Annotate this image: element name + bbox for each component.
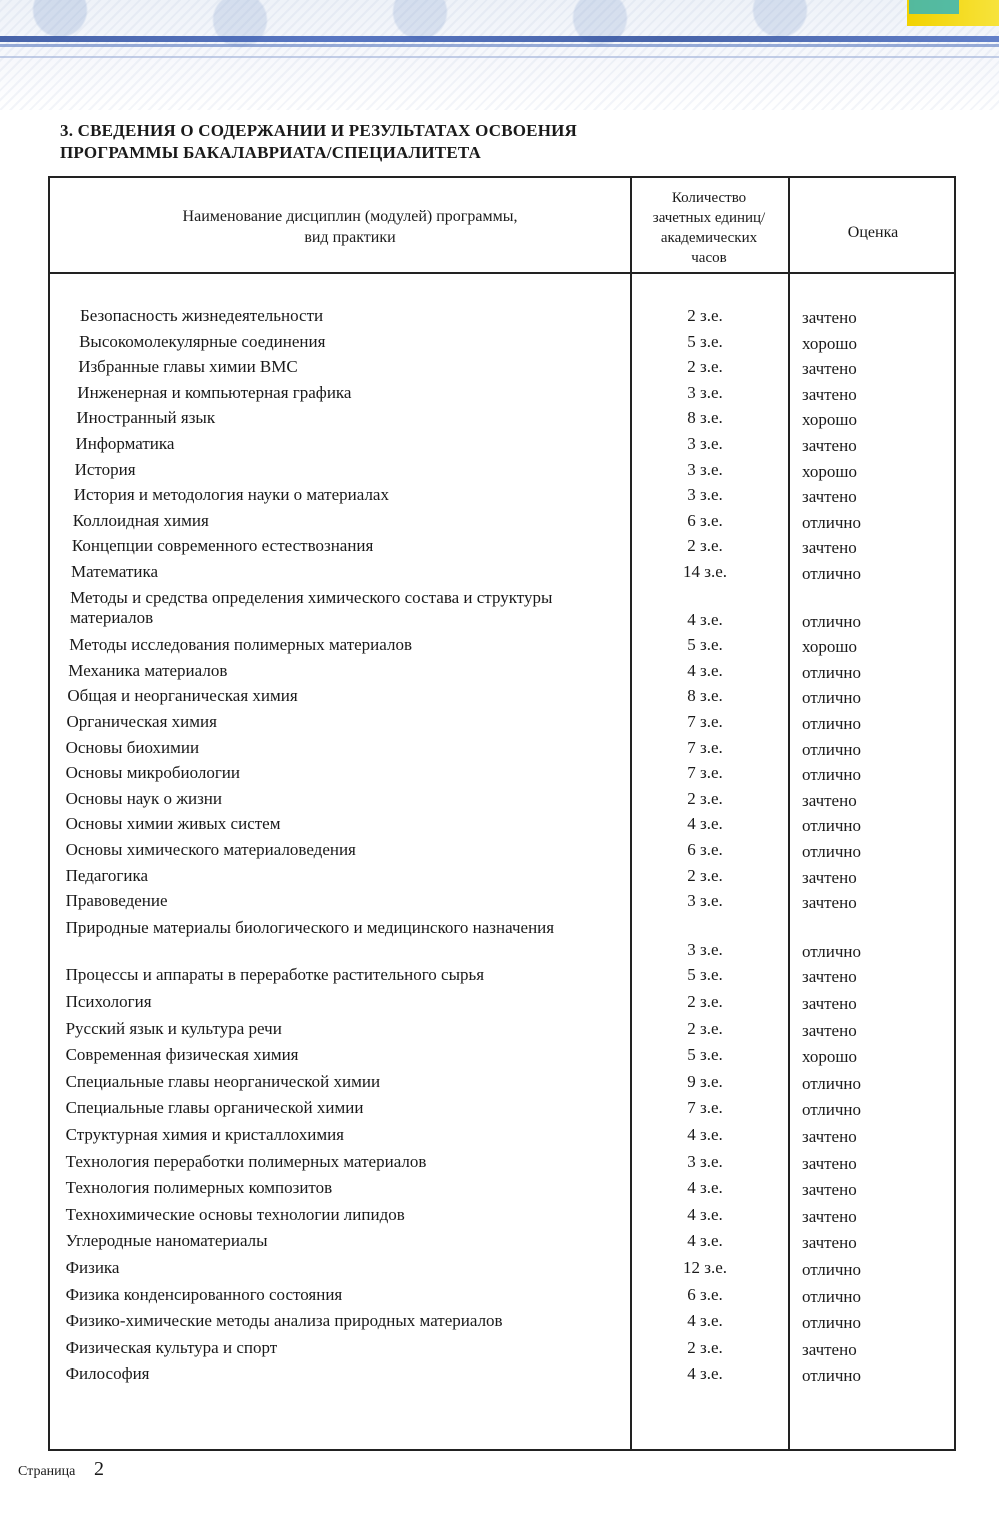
- row-discipline-name: Правоведение: [65, 891, 168, 911]
- row-discipline-name: Технохимические основы технологии липидов: [65, 1204, 405, 1224]
- row-discipline-name: Углеродные наноматериалы: [65, 1231, 268, 1251]
- row-credits: 3 з.е.: [687, 939, 723, 959]
- row-credits: 4 з.е.: [687, 609, 723, 629]
- row-discipline-name: Психология: [65, 992, 152, 1011]
- row-discipline-name: Органическая химия: [66, 712, 217, 731]
- row-discipline-name: Природные материалы биологического и медицинского назначения: [65, 917, 555, 937]
- header-credits: Количество зачетных единиц/ академических часов: [652, 190, 766, 266]
- row-credits: 9 з.е.: [687, 1071, 723, 1091]
- row-discipline-name: Современная физическая химия: [65, 1045, 299, 1065]
- header-discipline-name: Наименование дисциплин (модулей) программы, вид практики: [182, 208, 518, 246]
- column-divider-2: [788, 178, 790, 1449]
- row-grade: зачтено: [802, 1206, 857, 1226]
- row-grade: зачтено: [802, 1020, 857, 1040]
- page-label: Страница: [18, 1464, 76, 1479]
- row-credits: 2 з.е.: [687, 788, 723, 808]
- row-credits: 3 з.е.: [687, 1151, 723, 1171]
- row-credits: 3 з.е.: [687, 434, 723, 453]
- row-grade: хорошо: [802, 410, 857, 430]
- row-grade: зачтено: [802, 867, 857, 887]
- row-discipline-name: Процессы и аппараты в переработке растительного сырья: [65, 965, 485, 985]
- row-grade: отлично: [802, 662, 862, 682]
- row-discipline-name: Физическая культура и спорт: [65, 1337, 278, 1357]
- row-grade: отлично: [802, 564, 862, 583]
- row-grade: отлично: [802, 1286, 862, 1306]
- page-number: 2: [94, 1458, 104, 1480]
- row-grade: отлично: [802, 842, 862, 861]
- row-credits: 14 з.е.: [682, 562, 727, 581]
- row-credits: 8 з.е.: [687, 408, 723, 428]
- row-discipline-name: Педагогика: [65, 865, 149, 885]
- row-credits: 2 з.е.: [687, 992, 723, 1011]
- row-discipline-name: Безопасность жизнедеятельности: [80, 306, 324, 325]
- row-credits: 4 з.е.: [687, 1204, 723, 1224]
- row-discipline-name: Основы химического материаловедения: [65, 840, 356, 859]
- row-discipline-name: Иностранный язык: [76, 408, 216, 428]
- row-discipline-name: Основы наук о жизни: [65, 788, 223, 808]
- row-discipline-name: Физико-химические методы анализа природных материалов: [65, 1311, 503, 1331]
- row-discipline-name: Физика: [65, 1258, 120, 1277]
- row-grade: отлично: [802, 739, 862, 759]
- row-grade: зачтено: [802, 436, 857, 455]
- row-discipline-name: Высокомолекулярные соединения: [79, 331, 326, 351]
- row-grade: зачтено: [802, 1153, 857, 1173]
- row-credits: 4 з.е.: [687, 1311, 723, 1331]
- row-discipline-name: Технология переработки полимерных материалов: [65, 1151, 427, 1171]
- section-title: [60, 120, 680, 164]
- row-credits: 4 з.е.: [687, 814, 723, 834]
- row-grade: хорошо: [802, 637, 857, 657]
- row-discipline-name: Технология полимерных композитов: [65, 1178, 333, 1198]
- row-credits: 3 з.е.: [687, 891, 723, 911]
- row-credits: 4 з.е.: [687, 1178, 723, 1198]
- row-discipline-name: Информатика: [75, 434, 175, 453]
- row-credits: 3 з.е.: [687, 485, 723, 505]
- row-discipline-name: Избранные главы химии ВМС: [78, 357, 298, 377]
- row-grade: зачтено: [802, 1339, 857, 1359]
- row-credits: 6 з.е.: [687, 840, 723, 859]
- row-discipline-name: Коллоидная химия: [72, 510, 209, 530]
- row-credits: 5 з.е.: [687, 965, 723, 985]
- row-discipline-name: Физика конденсированного состояния: [65, 1284, 343, 1304]
- row-discipline-name: Основы микробиологии: [65, 763, 241, 783]
- row-discipline-name: Концепции современного естествознания: [71, 536, 374, 556]
- disciplines-table: [48, 176, 956, 1451]
- row-discipline-name: Русский язык и культура речи: [65, 1018, 282, 1038]
- row-grade: хорошо: [802, 333, 857, 353]
- row-credits: 6 з.е.: [687, 1284, 723, 1304]
- row-credits: 7 з.е.: [687, 1098, 723, 1118]
- row-credits: 6 з.е.: [687, 510, 723, 530]
- row-grade: отлично: [802, 941, 862, 961]
- row-grade: зачтено: [802, 359, 857, 379]
- row-discipline-name: История и методология науки о материалах: [73, 485, 389, 505]
- row-discipline-name: Структурная химия и кристаллохимия: [65, 1125, 344, 1144]
- row-credits: 3 з.е.: [687, 382, 723, 402]
- row-credits: 3 з.е.: [687, 459, 723, 479]
- row-grade: зачтено: [802, 384, 857, 404]
- row-discipline-name: Инженерная и компьютерная графика: [77, 382, 352, 402]
- row-discipline-name: Специальные главы неорганической химии: [65, 1071, 381, 1091]
- row-grade: отлично: [802, 1313, 862, 1333]
- row-credits: 7 з.е.: [687, 712, 723, 731]
- row-credits: 5 з.е.: [687, 331, 723, 351]
- row-grade: хорошо: [802, 1047, 857, 1067]
- row-discipline-name: Методы исследования полимерных материалов: [69, 635, 412, 655]
- row-credits: 2 з.е.: [687, 865, 723, 885]
- row-grade: отлично: [802, 714, 862, 733]
- row-grade: отлично: [802, 512, 862, 532]
- row-grade: отлично: [802, 611, 862, 631]
- row-grade: отлично: [802, 1073, 862, 1093]
- row-credits: 4 з.е.: [687, 1231, 723, 1251]
- row-grade: зачтено: [802, 1233, 857, 1253]
- row-credits: 7 з.е.: [687, 737, 723, 757]
- section-title-line-1: 3. СВЕДЕНИЯ О СОДЕРЖАНИИ И РЕЗУЛЬТАТАХ ОСВОЕНИЯ: [60, 121, 578, 140]
- row-discipline-name: Философия: [65, 1364, 150, 1384]
- header-grade: Оценка: [847, 224, 899, 241]
- row-grade: отлично: [802, 1366, 862, 1386]
- row-credits: 5 з.е.: [687, 635, 723, 655]
- row-grade: зачтено: [802, 538, 857, 558]
- row-credits: 4 з.е.: [687, 660, 723, 680]
- row-grade: отлично: [802, 1260, 862, 1279]
- row-grade: отлично: [802, 688, 862, 708]
- row-discipline-name: Общая и неорганическая химия: [67, 686, 298, 706]
- row-credits: 2 з.е.: [687, 1337, 723, 1357]
- row-credits: 4 з.е.: [687, 1125, 723, 1144]
- row-credits: 2 з.е.: [687, 1018, 723, 1038]
- row-discipline-name: Специальные главы органической химии: [65, 1098, 364, 1118]
- row-discipline-name: Основы биохимии: [65, 737, 200, 757]
- row-discipline-name: Механика материалов: [68, 660, 228, 680]
- row-grade: зачтено: [802, 308, 857, 327]
- row-credits: 5 з.е.: [687, 1045, 723, 1065]
- header-divider: [50, 272, 954, 274]
- row-grade: зачтено: [802, 790, 857, 810]
- row-credits: 2 з.е.: [687, 357, 723, 377]
- row-grade: зачтено: [802, 487, 857, 507]
- row-grade: зачтено: [802, 967, 857, 987]
- row-grade: отлично: [802, 1100, 862, 1120]
- row-grade: хорошо: [802, 461, 857, 481]
- row-credits: 7 з.е.: [687, 763, 723, 783]
- column-divider-1: [630, 178, 632, 1449]
- row-grade: зачтено: [802, 1180, 857, 1200]
- row-credits: 2 з.е.: [687, 536, 723, 556]
- row-discipline-name: История: [74, 459, 136, 479]
- row-discipline-name: Математика: [71, 562, 159, 581]
- row-credits: 12 з.е.: [682, 1258, 727, 1277]
- row-grade: зачтено: [802, 893, 857, 913]
- row-credits: 8 з.е.: [687, 686, 723, 706]
- row-grade: отлично: [802, 816, 862, 836]
- row-grade: зачтено: [802, 994, 857, 1013]
- row-credits: 4 з.е.: [687, 1364, 723, 1384]
- decorative-banner: [0, 0, 999, 110]
- section-title-line-2: ПРОГРАММЫ БАКАЛАВРИАТА/СПЕЦИАЛИТЕТА: [60, 143, 482, 162]
- row-grade: отлично: [802, 765, 862, 785]
- row-credits: 2 з.е.: [687, 306, 723, 325]
- row-discipline-name: Методы и средства определения химического состава и структуры материалов: [70, 587, 553, 627]
- row-grade: зачтено: [802, 1127, 857, 1146]
- row-discipline-name: Основы химии живых систем: [65, 814, 281, 834]
